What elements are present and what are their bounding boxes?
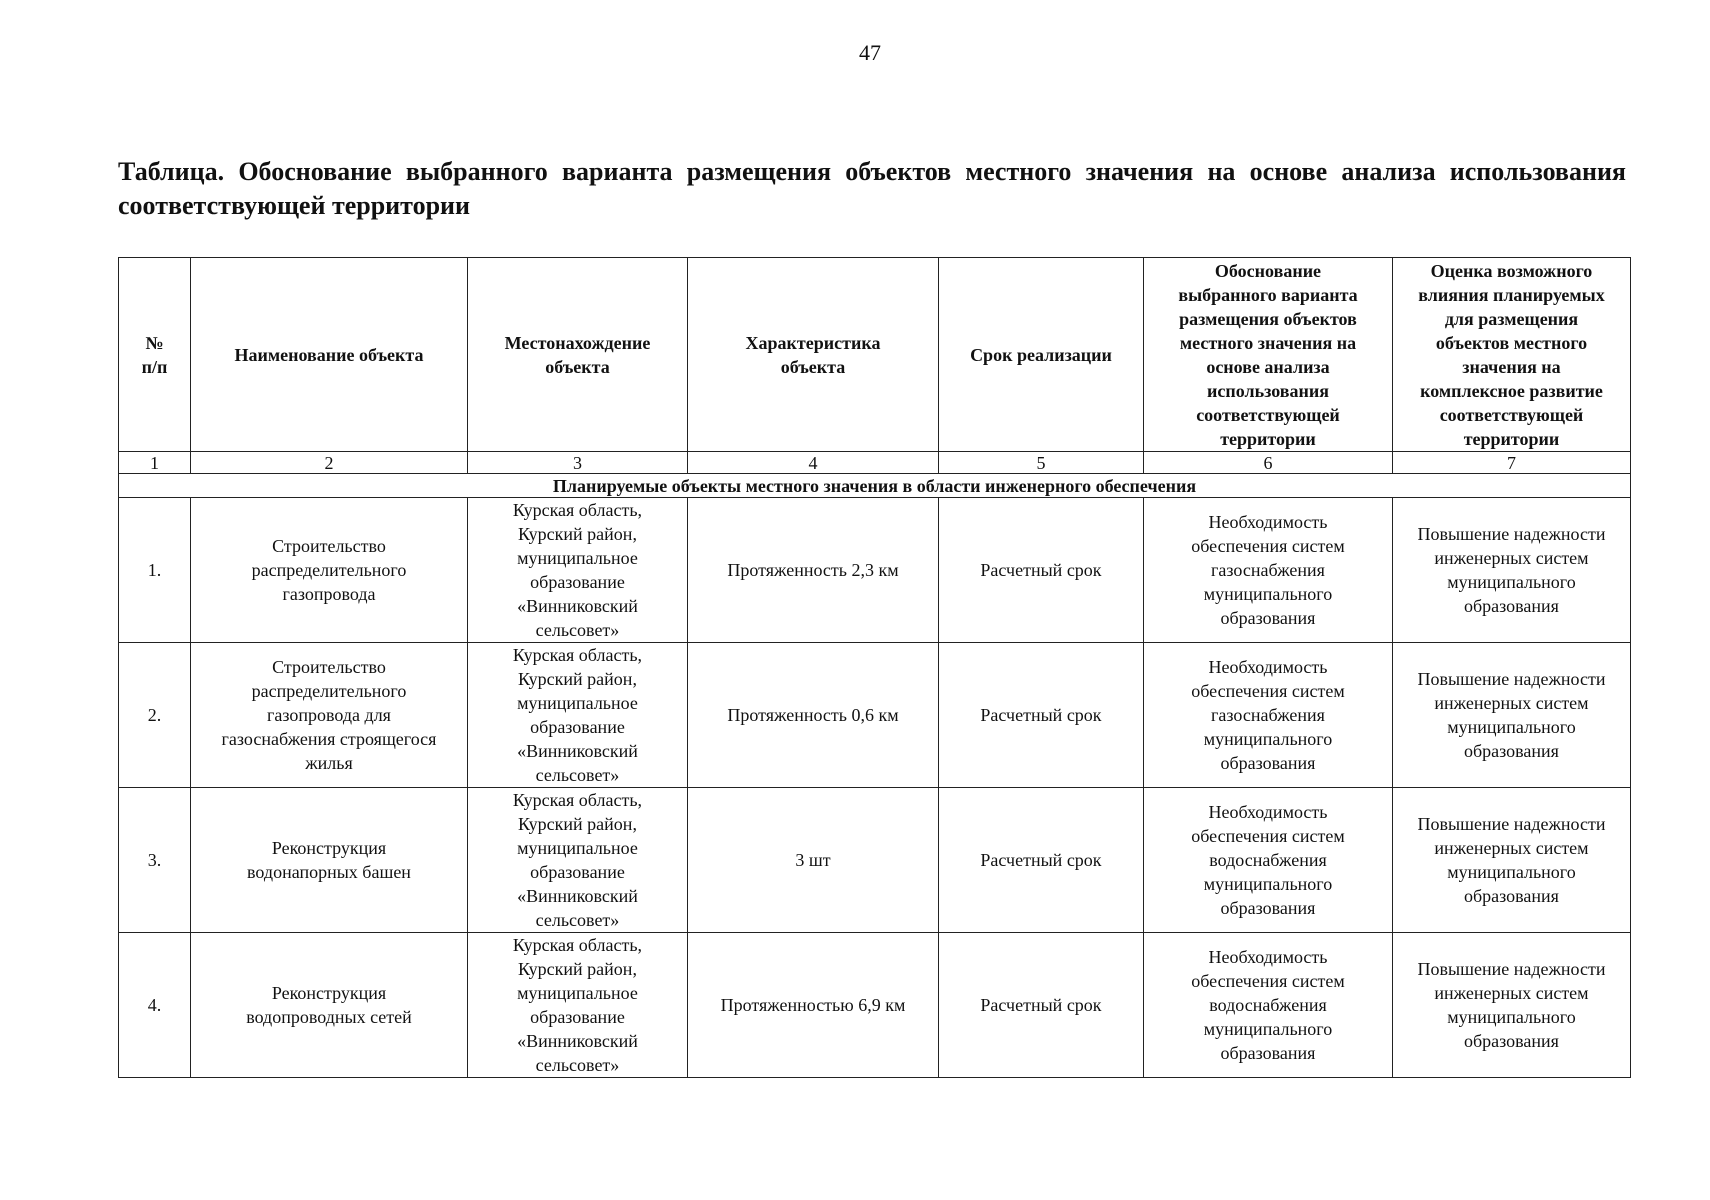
table-row bbox=[119, 933, 1631, 1078]
section-title: Планируемые объекты местного значения в области инженерного обеспечения bbox=[119, 474, 1631, 498]
object-name: Строительство распределительного газопровода для газоснабжения строящегося жилья bbox=[191, 643, 468, 788]
object-location: Курская область, Курский район, муниципальное образование «Винниковский сельсовет» bbox=[468, 933, 688, 1078]
object-location: Курская область, Курский район, муниципальное образование «Винниковский сельсовет» bbox=[468, 643, 688, 788]
header-cell-number: № п/п bbox=[119, 258, 191, 452]
object-characteristic: Протяженность 2,3 км bbox=[688, 498, 939, 643]
header-cell-assessment: Оценка возможного влияния планируемых для размещения объектов местного значения на комплексное развитие соответствующей территории bbox=[1393, 258, 1631, 452]
placement-justification: Необходимость обеспечения систем водоснабжения муниципального образования bbox=[1144, 788, 1393, 933]
object-name: Строительство распределительного газопровода bbox=[191, 498, 468, 643]
implementation-term: Расчетный срок bbox=[939, 643, 1144, 788]
header-cell-justification: Обоснование выбранного варианта размещения объектов местного значения на основе анализа использования соответствующей территории bbox=[1144, 258, 1393, 452]
row-number: 1. bbox=[119, 498, 191, 643]
header-cell-location: Местонахождение объекта bbox=[468, 258, 688, 452]
placement-justification: Необходимость обеспечения систем водоснабжения муниципального образования bbox=[1144, 933, 1393, 1078]
object-location: Курская область, Курский район, муниципальное образование «Винниковский сельсовет» bbox=[468, 498, 688, 643]
document-title: Таблица. Обоснование выбранного варианта размещения объектов местного значения на основе анализа использования соответствующей территории bbox=[118, 157, 1626, 220]
header-cell-characteristic: Характеристика объекта bbox=[688, 258, 939, 452]
section-row bbox=[119, 474, 1631, 498]
table-row bbox=[119, 643, 1631, 788]
row-number: 4. bbox=[119, 933, 191, 1078]
column-numbers-row bbox=[119, 452, 1631, 474]
column-number: 3 bbox=[468, 452, 688, 474]
column-number: 4 bbox=[688, 452, 939, 474]
impact-assessment: Повышение надежности инженерных систем муниципального образования bbox=[1393, 788, 1631, 933]
page-number: 47 bbox=[859, 40, 881, 65]
implementation-term: Расчетный срок bbox=[939, 498, 1144, 643]
object-name: Реконструкция водопроводных сетей bbox=[191, 933, 468, 1078]
impact-assessment: Повышение надежности инженерных систем муниципального образования bbox=[1393, 933, 1631, 1078]
impact-assessment: Повышение надежности инженерных систем муниципального образования bbox=[1393, 643, 1631, 788]
table-row bbox=[119, 498, 1631, 643]
table-header-row bbox=[119, 258, 1631, 452]
header-cell-term: Срок реализации bbox=[939, 258, 1144, 452]
objects-table bbox=[118, 257, 1631, 1078]
implementation-term: Расчетный срок bbox=[939, 933, 1144, 1078]
column-number: 2 bbox=[191, 452, 468, 474]
object-characteristic: Протяженностью 6,9 км bbox=[688, 933, 939, 1078]
impact-assessment: Повышение надежности инженерных систем муниципального образования bbox=[1393, 498, 1631, 643]
column-number: 7 bbox=[1393, 452, 1631, 474]
column-number: 5 bbox=[939, 452, 1144, 474]
placement-justification: Необходимость обеспечения систем газоснабжения муниципального образования bbox=[1144, 643, 1393, 788]
object-characteristic: Протяженность 0,6 км bbox=[688, 643, 939, 788]
header-cell-name: Наименование объекта bbox=[191, 258, 468, 452]
object-location: Курская область, Курский район, муниципальное образование «Винниковский сельсовет» bbox=[468, 788, 688, 933]
object-name: Реконструкция водонапорных башен bbox=[191, 788, 468, 933]
column-number: 6 bbox=[1144, 452, 1393, 474]
placement-justification: Необходимость обеспечения систем газоснабжения муниципального образования bbox=[1144, 498, 1393, 643]
row-number: 2. bbox=[119, 643, 191, 788]
table-row bbox=[119, 788, 1631, 933]
implementation-term: Расчетный срок bbox=[939, 788, 1144, 933]
column-number: 1 bbox=[119, 452, 191, 474]
row-number: 3. bbox=[119, 788, 191, 933]
object-characteristic: 3 шт bbox=[688, 788, 939, 933]
